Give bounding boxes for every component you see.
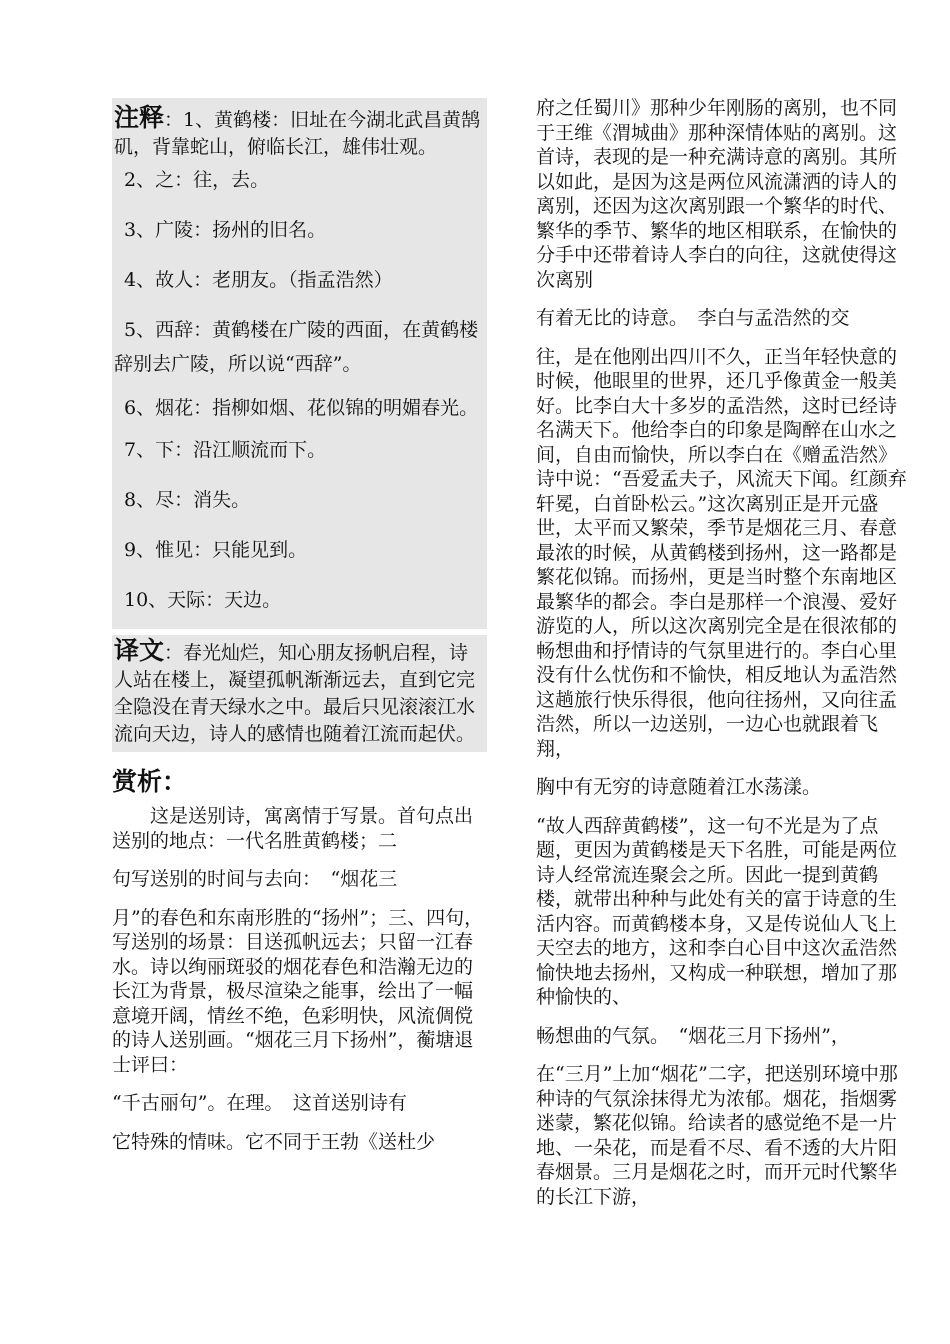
translation-text: 译文：春光灿烂，知心朋友扬帆启程，诗人站在楼上，凝望孤帆渐渐远去，直到它完全隐没在青天绿水之中。最后只见滚滚江水流向天边，诗人的感情也随着江流而起伏。 [114,636,476,745]
appreciation-right-paragraph: 畅想曲的气氛。 “烟花三月下扬州”， [536,1024,850,1047]
appreciation-left-paragraph: “千古丽句”。在理。 这首送别诗有 [112,1092,407,1114]
appreciation-section [112,762,487,1154]
note-item-2: 2、之：往，去。 [124,169,270,191]
notes-section [112,98,487,629]
note-item-4: 4、故人：老朋友。（指孟浩然） [124,269,393,291]
left-column [112,98,487,1154]
appreciation-right-paragraph: 在“三月”上加“烟花”二字，把送别环境中那种诗的气氛涂抹得尤为浓郁。烟花，指烟雾迷蒙，繁花似锦。给读者的感觉绝不是一片地、一朵花，而是看不尽、看不透的大片阳春烟景。三月是烟花之时，而开元时代繁华的长江下游， [536,1063,898,1208]
note-item-6: 6、烟花：指柳如烟、花似锦的明媚春光。 [124,397,479,419]
appreciation-right-paragraph: 府之任蜀川》那种少年刚肠的离别，也不同于王维《渭城曲》那种深情体贴的离别。这首诗，表现的是一种充满诗意的离别。其所以如此，是因为这是两位风流潇洒的诗人的离别，还因为这次离别跟一个繁华的时代、繁华的季节、繁华的地区相联系，在愉快的分手中还带着诗人李白的向往，这就使得这次离别 [536,97,898,291]
appreciation-left-paragraph: 月”的春色和东南形胜的“扬州”；三、四句，写送别的场景：目送孤帆远去；只留一江春水。诗以绚丽斑驳的烟花春色和浩瀚无边的长江为背景，极尽渲染之能事，绘出了一幅意境开阔，情丝不绝，色彩明快，风流倜傥的诗人送别画。“烟花三月下扬州”，蘅塘退士评曰： [112,906,484,1076]
appreciation-left-paragraph: 它特殊的情味。它不同于王勃《送杜少 [112,1130,436,1153]
appreciation-right-paragraph: 往，是在他刚出四川不久，正当年轻快意的时候，他眼里的世界，还几乎像黄金一般美好。比李白大十多岁的孟浩然，这时已经诗名满天下。他给李白的印象是陶醉在山水之间，自由而愉快，所以李白在《赠孟浩然》诗中说：“吾爱孟夫子，风流天下闻。红颜弃轩冕，白首卧松云。”这次离别正是开元盛世，太平而又繁荣，季节是烟花三月、春意最浓的时候，从黄鹤楼到扬州，这一路都是繁花似锦。而扬州，更是当时整个东南地区最繁华的都会。李白是那样一个浪漫、爱好游览的人，所以这次离别完全是在很浓郁的畅想曲和抒情诗的气氛里进行的。李白心里没有什么忧伤和不愉快，相反地认为孟浩然这趟旅行快乐得很，他向往扬州，又向往孟浩然，所以一边送别，一边心也就跟着飞翔， [536,345,907,760]
appreciation-left-paragraph: 句写送别的时间与去向： “烟花三 [112,868,398,890]
note-item-1: 注释：1、黄鹤楼：旧址在今湖北武昌黄鹄矶，背靠蛇山，俯临长江，雄伟壮观。 [114,103,481,158]
note-item-8: 8、尽：消失。 [124,489,251,511]
note-item-3: 3、广陵：扬州的旧名。 [124,219,327,241]
note-item-10: 10、天际：天边。 [124,589,282,611]
note-item-5: 5、西辞：黄鹤楼在广陵的西面，在黄鹤楼辞别去广陵，所以说“西辞”。 [114,319,479,375]
appreciation-left-paragraph: 这是送别诗，寓离情于写景。首句点出送别的地点：一代名胜黄鹤楼；二 [112,805,474,852]
right-column [536,96,908,1209]
appreciation-right-paragraph: 胸中有无穷的诗意随着江水荡漾。 [536,776,822,798]
note-item-9: 9、惟见：只能见到。 [124,539,308,561]
notes-heading: 注释 [114,103,165,132]
appreciation-right-paragraph: “故人西辞黄鹤楼”，这一句不光是为了点题，更因为黄鹤楼是天下名胜，可能是两位诗人经常流连聚会之所。因此一提到黄鹤楼，就带出种种与此处有关的富于诗意的生活内容。而黄鹤楼本身，又是传说仙人飞上天空去的地方，这和李白心目中这次孟浩然愉快地去扬州，又构成一种联想，增加了那种愉快的、 [536,814,898,1008]
note-item-7: 7、下：沿江顺流而下。 [124,439,327,461]
translation-heading: 译文 [114,636,165,665]
translation-section [112,635,487,752]
appreciation-heading: 赏析： [112,767,188,796]
appreciation-right-paragraph: 有着无比的诗意。 李白与孟浩然的交 [536,307,850,329]
